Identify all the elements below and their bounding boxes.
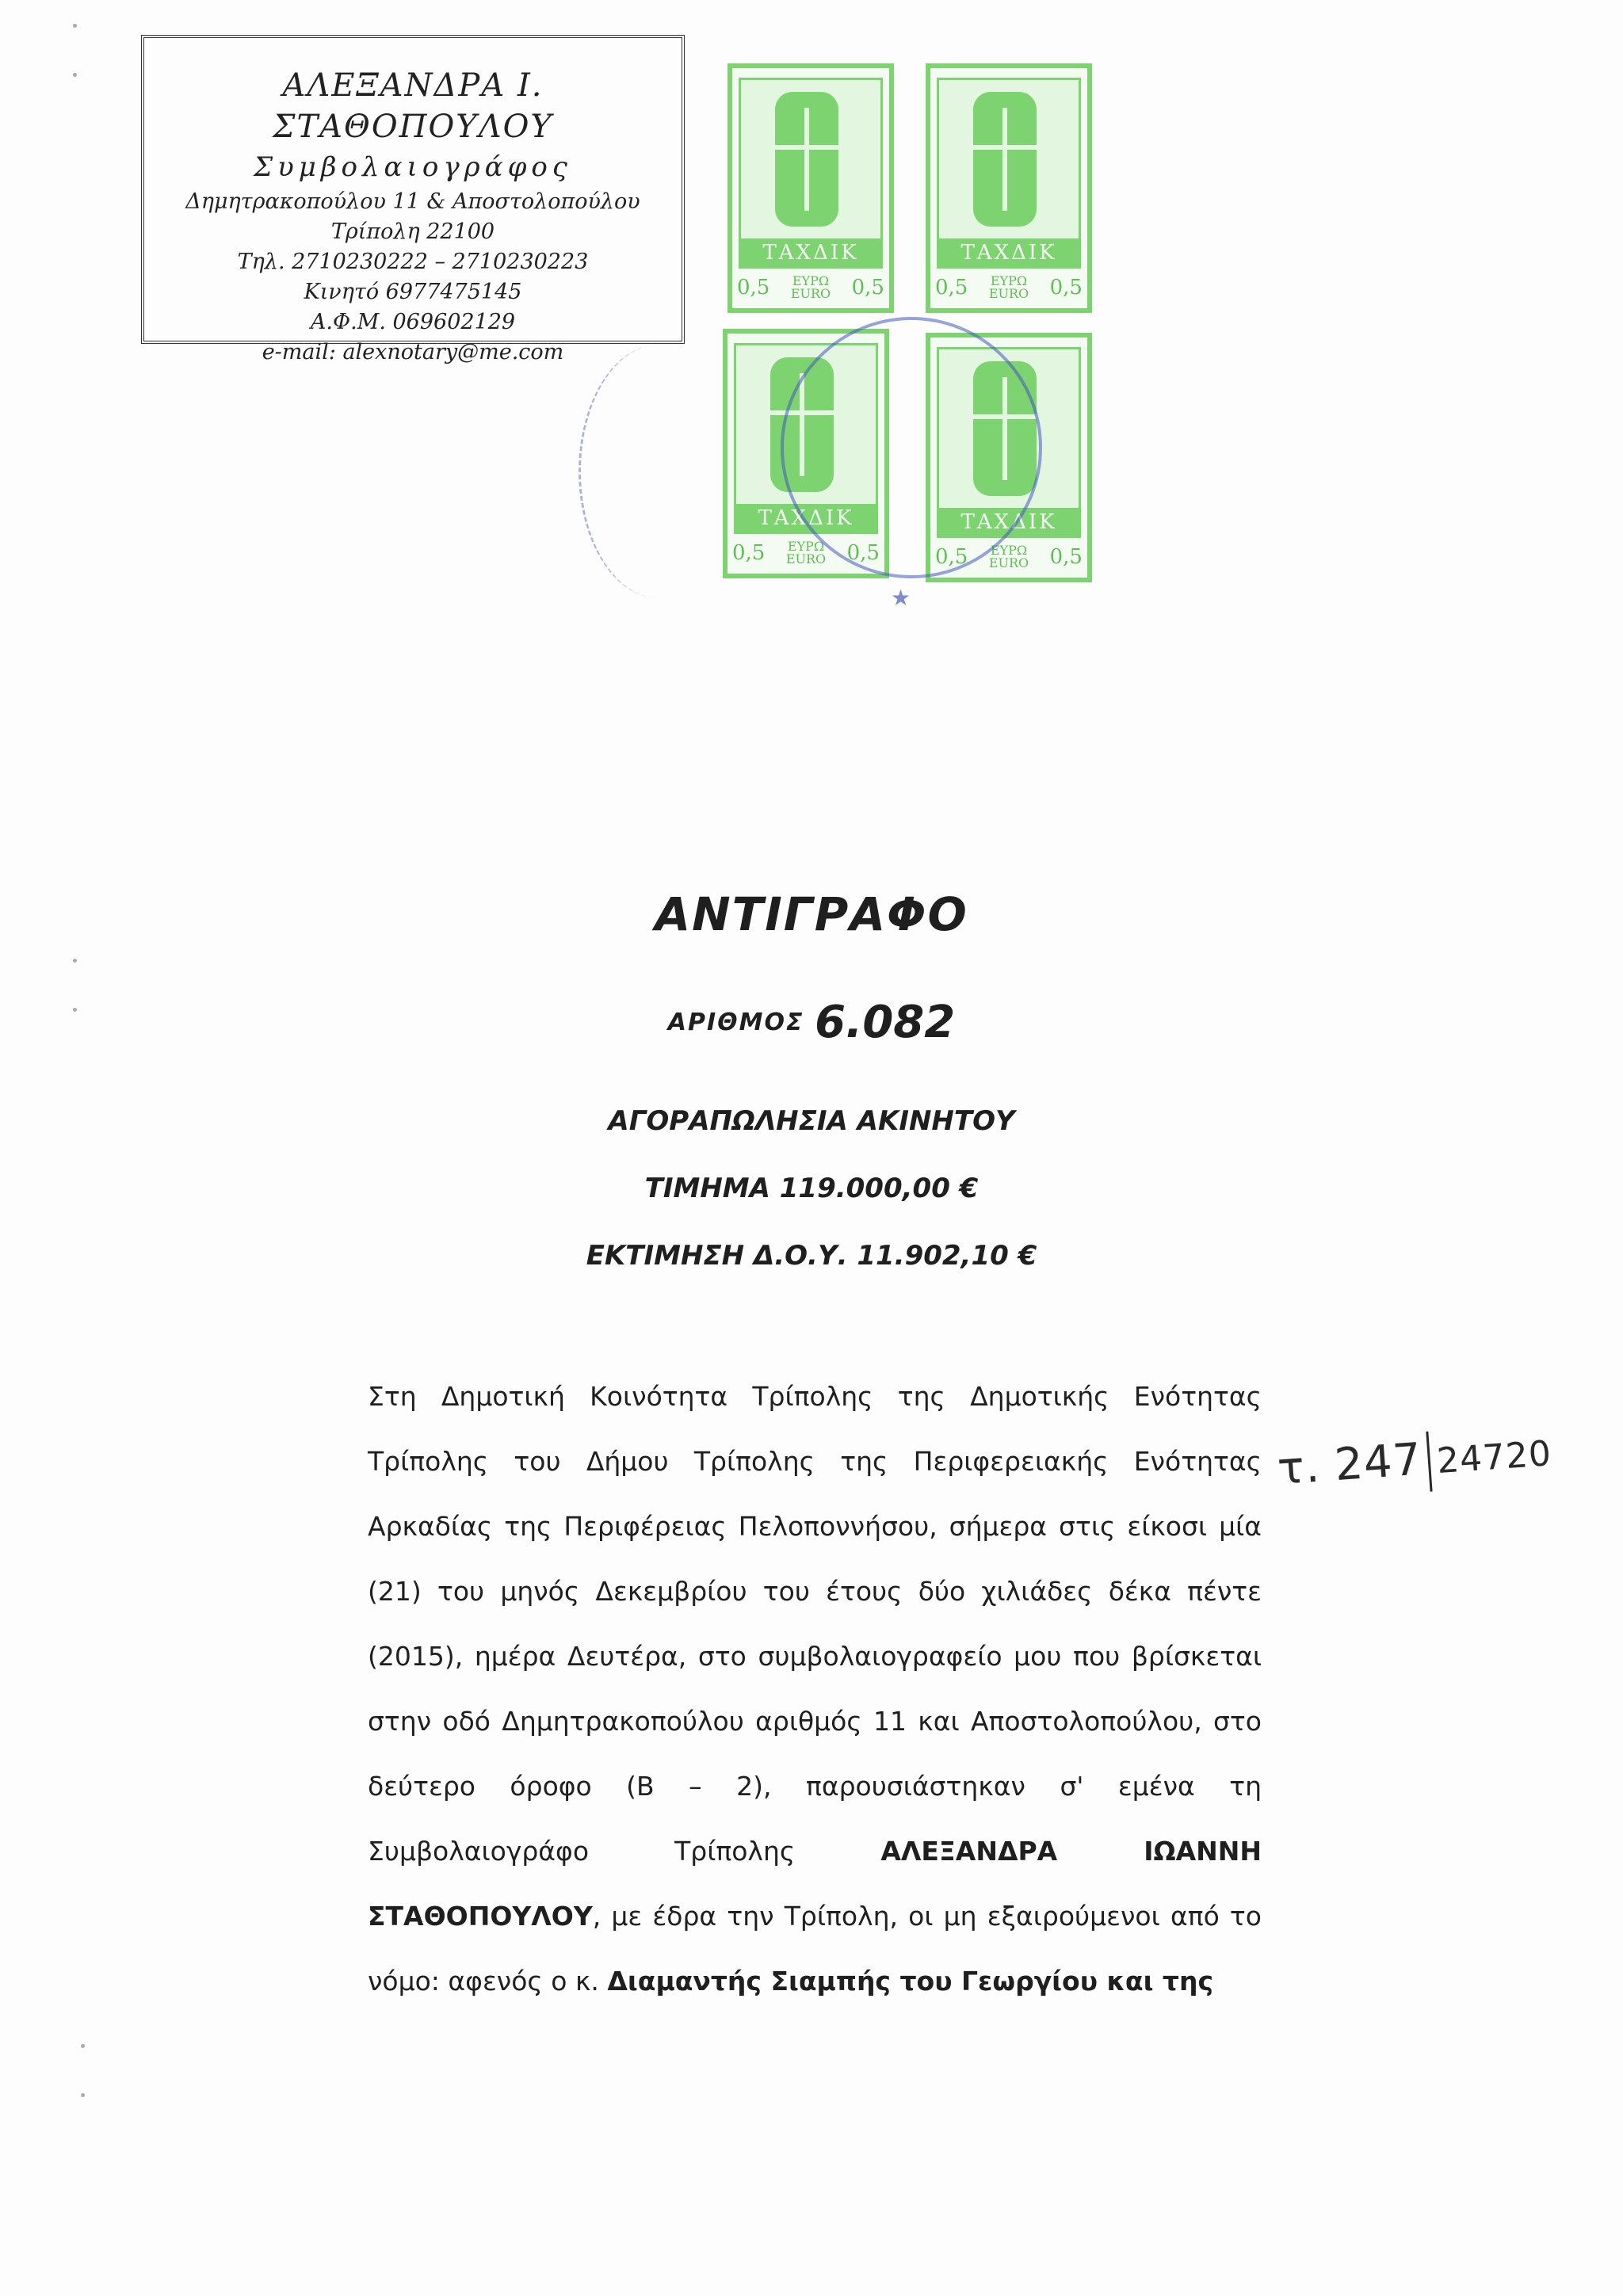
stamp-value: 0,5 [846, 541, 880, 565]
stamp-currency-gr: ΕΥΡΩ [990, 543, 1028, 558]
stamp-currency-gr: ΕΥΡΩ [792, 273, 830, 288]
stamp-value: 0,5 [935, 545, 968, 569]
stamp-currency [791, 275, 831, 300]
document-estimate: ΕΚΤΙΜΗΣΗ Δ.Ο.Υ. 11.902,10 € [586, 1240, 1037, 1272]
party-name: Διαμαντής Σιαμπής του Γεωργίου και της [607, 1966, 1214, 1997]
stamp-currency-en: EURO [988, 286, 1029, 301]
stamp-value: 0,5 [737, 276, 770, 299]
document-type: ΑΓΟΡΑΠΩΛΗΣΙΑ ΑΚΙΝΗΤΟΥ [608, 1105, 1015, 1137]
stamp-currency [786, 540, 826, 566]
stamp-label: ΤΑΧΔΙΚ [734, 504, 878, 532]
stamp-value-row [935, 272, 1083, 303]
official-seal [781, 317, 1042, 578]
stamp [727, 63, 894, 313]
scan-dot [81, 2093, 85, 2097]
stamp [926, 63, 1092, 313]
document-number [0, 997, 1623, 1048]
document-price: ΤΙΜΗΜΑ 119.000,00 € [644, 1173, 979, 1204]
stamp-label: ΤΑΧΔΙΚ [937, 238, 1081, 267]
handwritten-divider [1426, 1432, 1433, 1492]
notary-name: ΑΛΕΞΑΝΔΡΑ Ι. ΣΤΑΘΟΠΟΥΛΟΥ [273, 67, 553, 145]
stamp-value: 0,5 [935, 276, 968, 299]
notary-phone: Τηλ. 2710230222 – 2710230223 [237, 250, 589, 274]
stamp-label: ΤΑΧΔΙΚ [739, 238, 883, 267]
stamp-currency-en: EURO [790, 286, 831, 301]
scan-dot [73, 959, 77, 963]
seal-arc [579, 345, 739, 598]
handwritten-reference [1276, 1423, 1554, 1502]
notary-afm: Α.Φ.Μ. 069602129 [310, 310, 516, 334]
scan-dot [73, 24, 77, 28]
stamp-label: ΤΑΧΔΙΚ [937, 508, 1081, 536]
notary-role: Συμβολαιογράφος [254, 151, 572, 183]
body-part-2: , με έδρα την Τρίπολη, οι μη εξαιρούμενοι από το νόμο: αφενός ο κ. [368, 1901, 1262, 1997]
notary-address: Δημητρακοπούλου 11 & Αποστολοπούλου [185, 189, 640, 214]
stamp-value: 0,5 [1049, 545, 1083, 569]
contract-body [368, 1364, 1262, 2014]
handwritten-left: τ. 247 [1275, 1433, 1424, 1496]
document-number-label: ΑΡΙΘΜΟΣ [667, 1009, 804, 1036]
notary-full-name: ΑΛΕΞΑΝΔΡΑ ΙΩΑΝΝΗ ΣΤΑΘΟΠΟΥΛΟΥ [368, 1836, 1262, 1932]
scan-dot [81, 2044, 85, 2048]
stamp-value: 0,5 [851, 276, 884, 299]
stamp-currency-gr: ΕΥΡΩ [787, 539, 825, 554]
body-part-1: Στη Δημοτική Κοινότητα Τρίπολης της Δημοτικής Ενότητας Τρίπολης του Δήμου Τρίπολης της Περιφερειακής Ενότητας Αρκαδίας της Περιφέρειας Πελοποννήσου, σήμερα στις είκοσι μία (21) του μηνός Δεκεμβρίου του έτους δύο χιλιάδες δέκα πέντε (2015), ημέρα Δευτέρα, στο συμβολαιογραφείο μου που βρίσκεται στην οδό Δημητρακοπούλου αριθμός 11 και Αποστολοπούλου, στο δεύτερο όροφο (Β – 2), παρουσιάστηκαν σ' εμένα τη Συμβολαιογράφο Τρίπολης [368, 1381, 1262, 1867]
notary-city: Τρίπολη 22100 [330, 219, 495, 244]
stamp-currency-gr: ΕΥΡΩ [990, 273, 1028, 288]
notary-header [141, 35, 685, 364]
handwritten-right: 24720 [1435, 1433, 1553, 1482]
revenue-stamps [713, 55, 1117, 626]
notary-mobile: Κινητό 6977475145 [304, 280, 522, 304]
document-number-value: 6.082 [815, 997, 956, 1048]
seal-star-icon: ★ [891, 585, 911, 611]
stamp-currency-en: EURO [785, 551, 827, 566]
scales-of-justice-icon [743, 84, 870, 235]
stamp-currency-en: EURO [988, 555, 1029, 570]
stamp-currency [989, 275, 1029, 300]
notary-email: e-mail: alexnotary@me.com [262, 340, 564, 364]
stamp-value: 0,5 [1049, 276, 1083, 299]
scales-of-justice-icon [941, 84, 1068, 235]
scan-dot [73, 73, 77, 77]
document-title: ΑΝΤΙΓΡΑΦΟ [655, 887, 968, 941]
stamp-value: 0,5 [732, 541, 766, 565]
stamp-value-row [737, 272, 884, 303]
